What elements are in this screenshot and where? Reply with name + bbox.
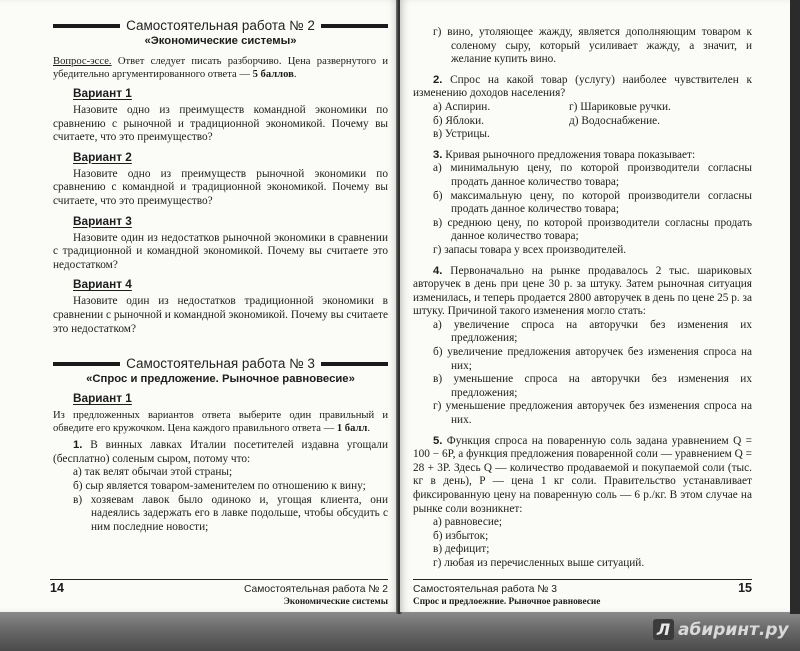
page-number: 14	[50, 581, 64, 595]
answer-option: а) увеличение спроса на авторучки без изменения их предложения;	[433, 318, 752, 345]
running-footer-title: Самостоятельная работа № 2	[243, 584, 388, 595]
variant-2-label: Вариант 2	[73, 149, 132, 164]
answer-option: б) сыр является товаром-заменителем по отношению к вину;	[73, 479, 366, 492]
running-footer-subtitle: Экономические системы	[283, 597, 388, 607]
section-2-title: Самостоятельная работа № 2	[126, 18, 315, 33]
heading-rule	[53, 24, 120, 28]
section-3-subtitle: «Спрос и предложение. Рыночное равновесие»	[86, 373, 355, 386]
answer-option: в) хозяевам лавок было одиноко и, угощая клиента, они надеялись задержать его в лавке подольше, чтобы обсудить с ним последние новости;	[73, 493, 388, 533]
question-number: 2.	[433, 73, 443, 86]
right-page-content	[413, 26, 752, 571]
intro-end: .	[367, 423, 371, 435]
intro-text: Из предложенных вариантов ответа выберите один правильный и обведите его кружочком. Цена каждого правильного ответа —	[53, 410, 388, 435]
answer-option: в) дефицит;	[433, 543, 490, 556]
question-text: В винных лавках Италии посетителей издавна угощали (бесплатно) соленым сыром, потому что:	[53, 439, 388, 465]
right-page	[400, 0, 790, 612]
answer-option: в) среднюю цену, по которой производители согласны продать данное количество товара;	[433, 216, 752, 243]
question-text: Функция спроса на поваренную соль задана уравнением Q = 100 − 6P, а функция предложения поваренной соли — уравнением Q = 28 + 3P. Здесь Q — количество продаваемой и покупаемой соли (тыс. кг в день), P — цена 1 кг соли. Правительство устанавливает фиксированную цену на поваренную соль — 6 р./кг. В этом случае на рынке соли возникнет:	[413, 434, 752, 515]
watermark-text: абиринт.ру	[678, 619, 789, 640]
question-number: 3.	[433, 148, 443, 161]
intro-label: Вопрос-эссе.	[53, 56, 112, 67]
question-text: Кривая рыночного предложения товара показывает:	[442, 148, 696, 161]
question-2	[413, 74, 752, 101]
variant-4-text: Назовите один из недостатков традиционной экономики в сравнении с рыночной и командной экономикой. Почему вы считаете это недостатком?	[53, 295, 388, 335]
left-page-footer	[50, 579, 388, 608]
variant-4-label: Вариант 4	[73, 277, 132, 292]
variant-1-label: Вариант 1	[73, 86, 132, 100]
answer-option: б) увеличение предложения авторучек без изменения спроса на них;	[433, 346, 752, 372]
answer-option: б) Яблоки.	[433, 114, 484, 127]
answer-option: г) любая из перечисленных выше ситуаций.	[433, 556, 645, 569]
section-2-heading	[53, 18, 388, 34]
answer-option: г) Шариковые ручки.	[569, 100, 671, 113]
page-spacer	[413, 571, 752, 579]
question-number: 4.	[433, 264, 443, 277]
running-footer-title: Самостоятельная работа № 3	[413, 584, 558, 595]
page-spacer	[50, 534, 388, 579]
question-3	[413, 149, 752, 163]
running-footer-subtitle: Спрос и предлоежние. Рыночное равновесие	[413, 597, 601, 607]
intro-points: 5 баллов	[252, 69, 294, 80]
intro-text: Ответ следует писать разборчиво. Цена развернутого и убедительно аргументированного ответа —	[53, 56, 388, 80]
question-number: 5.	[433, 434, 443, 447]
answer-option: б) избыток;	[433, 529, 489, 542]
question-2-options	[413, 101, 752, 142]
answer-option: а) так велят обычаи этой страны;	[73, 466, 233, 479]
right-page-footer	[413, 579, 752, 608]
scan-right-edge	[790, 0, 800, 614]
page-number: 15	[738, 581, 752, 595]
answer-option: г) запасы товара у всех производителей.	[433, 243, 627, 256]
answer-option: а) минимальную цену, по которой производители согласны продать данное количество товара;	[433, 162, 752, 188]
answer-option: д) Водоснабжение.	[569, 114, 661, 127]
question-4	[413, 265, 752, 319]
heading-rule	[321, 362, 388, 366]
answer-option: б) максимальную цену, по которой производители согласны продать данное количество товара;	[433, 189, 752, 216]
section-3-intro	[53, 409, 388, 435]
question-number: 1.	[73, 439, 83, 452]
question-text: Первоначально на рынке продавалось 2 тыс. шариковых авторучек в день при цене 30 р. за штуку. Затем рыночная ситуация изменилась, и теперь продается 2800 авторучек в день по цене 25 р. за штуку. Причиной такого изменения могло стать:	[413, 264, 752, 318]
question-5	[413, 435, 752, 517]
section-2-intro	[53, 55, 388, 81]
answer-option: в) Устрицы.	[433, 128, 490, 141]
heading-rule	[321, 24, 388, 28]
variant-1-text: Назовите одно из преимуществ командной экономики по сравнению с рыночной и традиционной экономикой. Почему вы считаете, что это преимущество?	[53, 104, 388, 144]
answer-option: г) вино, утоляющее жажду, является дополняющим товаром к соленому сыру, который усиливает жажду, а значит, и желание купить вино.	[433, 26, 752, 66]
question-1	[53, 439, 388, 466]
variant-2-text: Назовите одно из преимуществ рыночной экономики по сравнению с командной и традиционной экономикой. Почему вы считаете, что это преимущество?	[53, 167, 388, 207]
answer-option: а) Аспирин.	[433, 100, 491, 113]
intro-points: 1 балл	[336, 423, 368, 435]
section-3-variant-label: Вариант 1	[73, 391, 132, 406]
heading-rule	[53, 362, 120, 366]
section-3-heading	[53, 356, 388, 372]
section-3-title: Самостоятельная работа № 3	[126, 356, 315, 372]
left-page-content	[50, 18, 388, 534]
answer-option: г) уменьшение предложения авторучек без изменения спроса на них.	[433, 400, 752, 427]
labirint-watermark	[653, 619, 789, 640]
question-text: Спрос на какой товар (услугу) наиболее чувствителен к изменению доходов населения?	[413, 73, 752, 100]
left-page	[0, 0, 398, 612]
intro-end: .	[293, 69, 297, 80]
section-2-subtitle: «Экономические системы»	[144, 35, 297, 47]
answer-option: а) равновесие;	[433, 516, 503, 529]
labirint-logo-icon: Л	[653, 619, 674, 640]
answer-option: в) уменьшение спроса на авторучки без изменения их предложения;	[433, 373, 752, 399]
variant-3-text: Назовите один из недостатков рыночной экономики в сравнении с традиционной и командной экономикой. Почему вы считаете это недостатком?	[53, 231, 388, 271]
variant-3-label: Вариант 3	[73, 213, 132, 228]
